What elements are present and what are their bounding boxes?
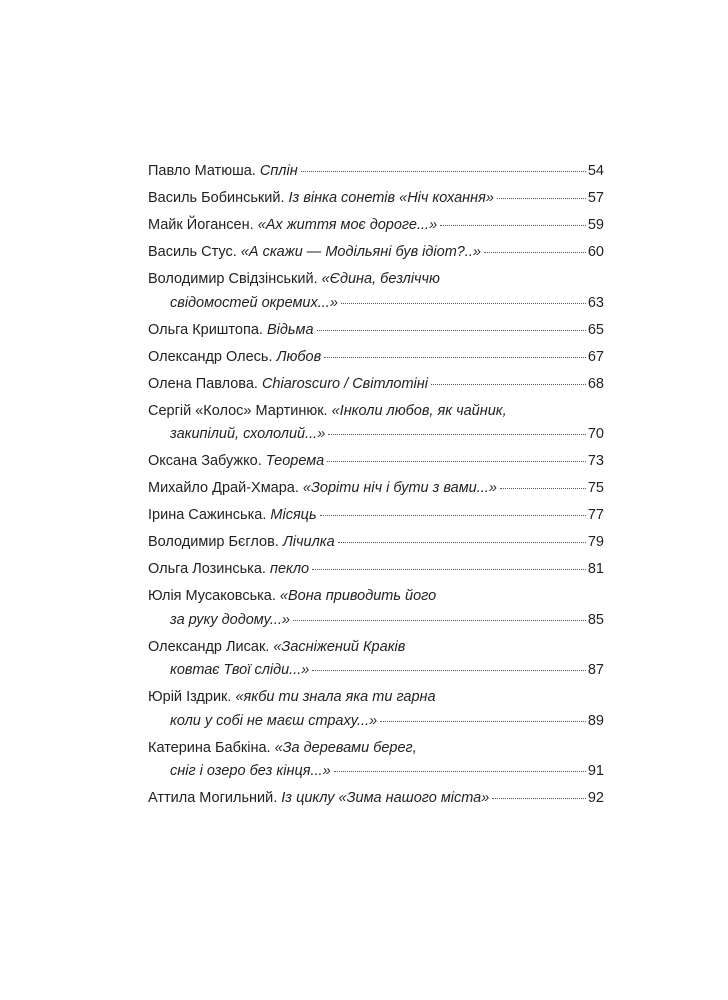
toc-entry-line-continued (148, 760, 604, 784)
toc-page-number: 91 (587, 763, 604, 779)
toc-entry-line (148, 477, 604, 501)
toc-page-number: 67 (587, 348, 604, 365)
toc-page-number: 68 (587, 375, 604, 392)
toc-entry-line (148, 214, 604, 238)
dot-leader (380, 721, 586, 722)
toc-title: Лічилка (282, 534, 335, 550)
toc-entry (148, 214, 604, 238)
toc-title-continued: свідомостей окремих...» (170, 294, 338, 311)
toc-entry (148, 636, 604, 683)
dot-leader (500, 488, 586, 489)
toc-author: Павло Матюша. (148, 163, 256, 179)
dot-leader (312, 569, 586, 570)
toc-author: Оксана Забужко. (148, 453, 262, 469)
toc-page-number: 73 (587, 453, 604, 469)
toc-title: «Ах життя моє дороге...» (257, 217, 438, 233)
toc-author: Володимир Свідзінський. (148, 271, 318, 287)
toc-title-continued: ковтає Твої сліди...» (170, 662, 310, 678)
dot-leader (312, 670, 586, 671)
toc-entry (148, 531, 604, 555)
toc-title: «Засніжений Краків (273, 638, 406, 655)
toc-entry-line-continued (148, 710, 604, 734)
toc-entry (148, 373, 604, 397)
dot-leader (492, 798, 586, 799)
toc-entry-line (148, 585, 604, 609)
toc-entry-line (148, 160, 604, 184)
toc-entry (148, 787, 604, 811)
dot-leader (484, 252, 586, 253)
toc-page-number: 81 (587, 561, 604, 577)
toc-entry-line (148, 400, 604, 424)
toc-author: Олена Павлова. (148, 375, 258, 392)
toc-page-number: 59 (587, 217, 604, 233)
toc-entry-line (148, 737, 604, 761)
toc-title-continued: закипілий, схололий...» (170, 426, 326, 442)
toc-page-number: 60 (587, 244, 604, 260)
dot-leader (440, 225, 586, 226)
toc-title: Відьма (266, 321, 314, 338)
toc-entry (148, 319, 604, 343)
toc-entry-line (148, 346, 604, 370)
toc-entry-line-continued (148, 609, 604, 633)
dot-leader (341, 303, 586, 304)
toc-author: Олександр Олесь. (148, 348, 273, 365)
toc-page-number: 77 (587, 507, 604, 523)
toc-page-number: 92 (587, 790, 604, 806)
toc-entry-line (148, 450, 604, 474)
toc-entry (148, 187, 604, 211)
toc-title: «А скажи — Модільяні був ідіот?..» (240, 244, 481, 260)
toc-title: «якби ти знала яка ти гарна (235, 689, 436, 705)
toc-title: Теорема (265, 453, 325, 469)
dot-leader (334, 771, 586, 772)
toc-entry-line (148, 504, 604, 528)
toc-entry-line (148, 636, 604, 660)
toc-entry-line (148, 268, 604, 292)
toc-author: Майк Йогансен. (148, 217, 254, 233)
toc-author: Михайло Драй-Хмара. (148, 480, 299, 496)
toc-page-number: 57 (587, 190, 604, 206)
toc-entry (148, 477, 604, 501)
toc-title: «Вона приводить його (279, 588, 437, 604)
toc-page-number: 87 (587, 662, 604, 678)
toc-author: Олександр Лисак. (148, 638, 270, 655)
toc-title: «Єдина, безліччю (321, 271, 440, 287)
toc-title: Сплін (259, 163, 298, 179)
toc-title: «Зоріти ніч і бути з вами...» (302, 480, 497, 496)
toc-title: Із вінка сонетів «Ніч кохання» (288, 190, 494, 206)
toc-entry (148, 160, 604, 184)
toc-page-number: 85 (587, 611, 604, 628)
dot-leader (301, 171, 586, 172)
toc-title-continued: за руку додому...» (170, 611, 290, 628)
dot-leader (497, 198, 586, 199)
toc-entry-line (148, 319, 604, 343)
dot-leader (324, 357, 586, 358)
toc-entry-line (148, 187, 604, 211)
toc-author: Сергій «Колос» Мартинюк. (148, 402, 328, 419)
toc-entry (148, 400, 604, 447)
toc-title: Любов (276, 348, 322, 365)
toc-entry (148, 241, 604, 265)
toc-title: пекло (269, 561, 310, 577)
toc-page-number: 70 (587, 426, 604, 442)
toc-entry-line (148, 373, 604, 397)
toc-title: Chiaroscuro / Світлотіні (261, 375, 428, 392)
toc-entry (148, 558, 604, 582)
toc-title: «Інколи любов, як чайник, (331, 402, 507, 419)
toc-author: Ольга Криштопа. (148, 321, 263, 338)
toc-title: Із циклу «Зима нашого міста» (281, 790, 490, 806)
toc-title-continued: сніг і озеро без кінця...» (170, 763, 331, 779)
toc-author: Юрій Іздрик. (148, 689, 232, 705)
toc-title: «За деревами берег, (274, 739, 417, 756)
toc-page-number: 65 (587, 321, 604, 338)
toc-entry (148, 346, 604, 370)
dot-leader (320, 515, 586, 516)
table-of-contents (148, 160, 604, 811)
toc-page-number: 54 (587, 163, 604, 179)
toc-entry-line-continued (148, 292, 604, 316)
toc-entry-line (148, 787, 604, 811)
toc-entry (148, 686, 604, 733)
dot-leader (431, 384, 586, 385)
toc-author: Ірина Сажинська. (148, 507, 267, 523)
toc-title-continued: коли у собі не маєш страху...» (170, 712, 378, 729)
toc-entry-line (148, 686, 604, 710)
toc-page-number: 63 (587, 294, 604, 311)
toc-author: Ольга Лозинська. (148, 561, 266, 577)
toc-author: Василь Бобинський. (148, 190, 285, 206)
dot-leader (338, 542, 586, 543)
toc-author: Катерина Бабкіна. (148, 739, 271, 756)
toc-page-number: 75 (587, 480, 604, 496)
toc-author: Василь Стус. (148, 244, 237, 260)
toc-entry (148, 504, 604, 528)
toc-entry (148, 450, 604, 474)
dot-leader (293, 620, 586, 621)
dot-leader (328, 434, 586, 435)
toc-entry-line (148, 558, 604, 582)
toc-entry (148, 585, 604, 632)
dot-leader (317, 330, 586, 331)
dot-leader (327, 461, 586, 462)
toc-author: Аттила Могильний. (148, 790, 278, 806)
toc-page-number: 79 (587, 534, 604, 550)
toc-entry (148, 268, 604, 315)
toc-entry-line-continued (148, 423, 604, 447)
toc-title: Місяць (270, 507, 317, 523)
toc-entry-line (148, 531, 604, 555)
toc-page-number: 89 (587, 712, 604, 729)
toc-entry-line (148, 241, 604, 265)
toc-author: Володимир Бєглов. (148, 534, 279, 550)
toc-author: Юлія Мусаковська. (148, 588, 276, 604)
toc-entry-line-continued (148, 659, 604, 683)
toc-entry (148, 737, 604, 784)
